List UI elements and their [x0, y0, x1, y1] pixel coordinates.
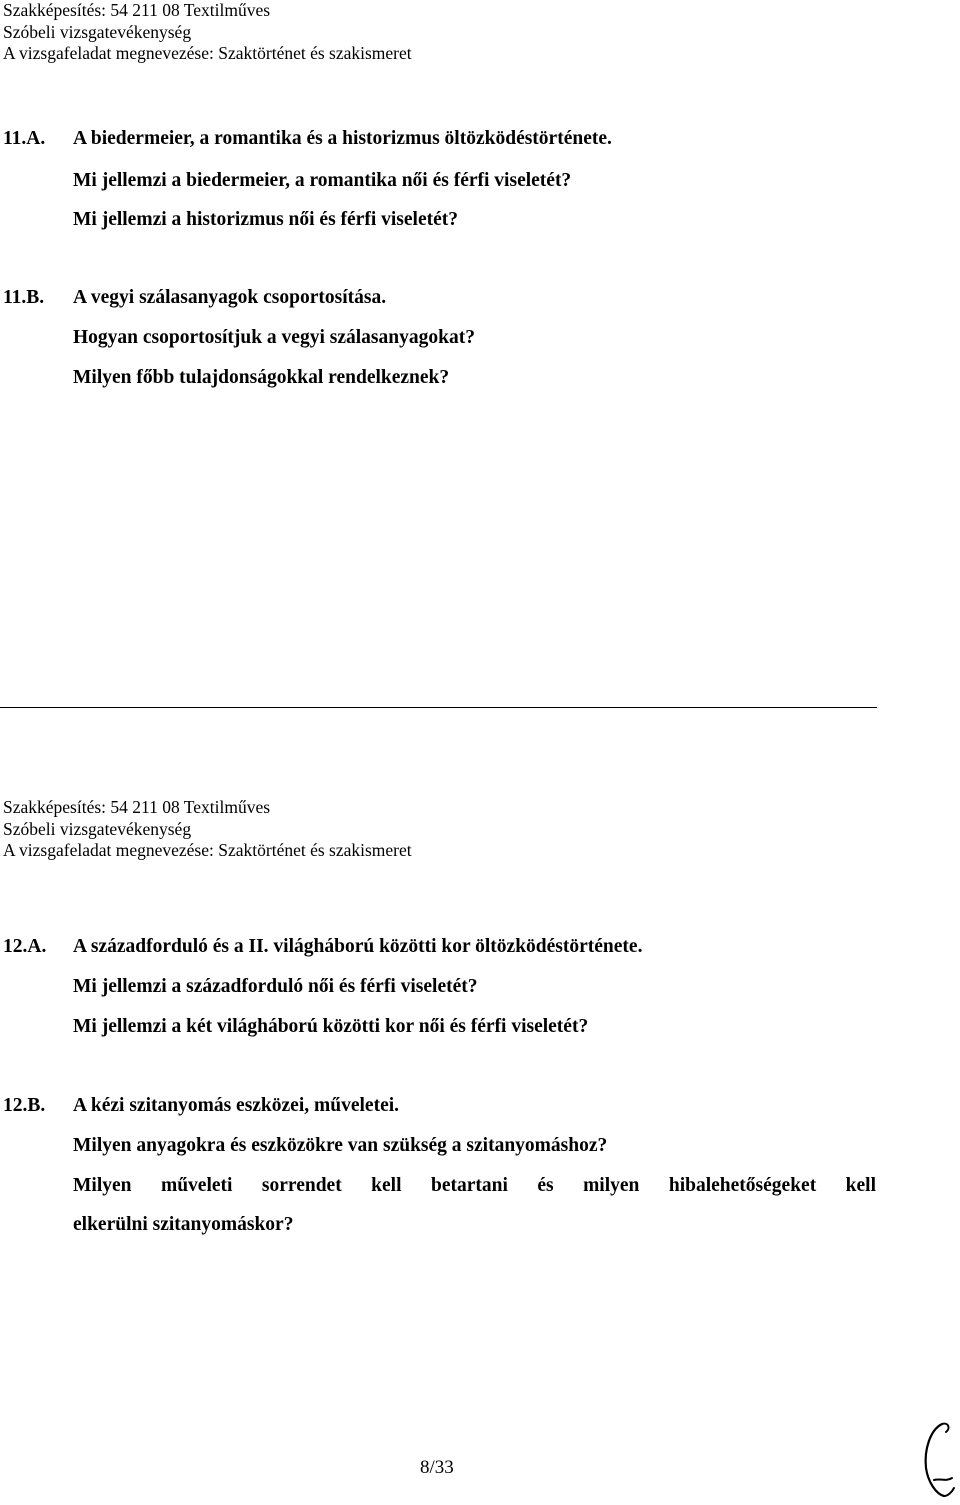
header-task-name: A vizsgafeladat megnevezése: Szaktörténet és szakismeret	[3, 840, 412, 860]
question: Milyen főbb tulajdonságokkal rendelkeznek?	[73, 367, 450, 388]
header-activity: Szóbeli vizsgatevékenység	[3, 818, 192, 839]
question: Hogyan csoportosítjuk a vegyi szálasanyagokat?	[73, 327, 475, 348]
item-number: 11.B.	[3, 287, 45, 308]
item-12b	[0, 1095, 960, 1119]
item-title: A biedermeier, a romantika és a historizmus öltözködéstörténete.	[73, 128, 612, 149]
page-divider	[0, 707, 877, 708]
item-title: A kézi szitanyomás eszközei, műveletei.	[73, 1095, 400, 1116]
item-12a	[0, 936, 960, 960]
question: Milyen műveleti sorrendet kell betartani és milyen hibalehetőségeket kell	[73, 1175, 876, 1196]
header-task-name: A vizsgafeladat megnevezése: Szaktörténet és szakismeret	[3, 43, 412, 63]
header-activity: Szóbeli vizsgatevékenység	[3, 21, 192, 42]
item-title: A századforduló és a II. világháború közötti kor öltözködéstörténete.	[73, 936, 643, 957]
question: Mi jellemzi a századforduló női és férfi viseletét?	[73, 976, 478, 997]
item-title: A vegyi szálasanyagok csoportosítása.	[73, 287, 387, 308]
question: elkerülni szitanyomáskor?	[73, 1214, 294, 1235]
question: Mi jellemzi a két világháború közötti kor női és férfi viseletét?	[73, 1016, 589, 1037]
page2-header	[3, 797, 412, 862]
item-number: 12.A.	[3, 936, 47, 957]
header-qualification: Szakképesítés: 54 211 08 Textilműves	[3, 797, 271, 817]
item-11b	[0, 287, 960, 311]
question: Milyen anyagokra és eszközökre van szükség a szitanyomáshoz?	[73, 1135, 608, 1156]
item-11a	[0, 128, 960, 152]
page1-header	[3, 0, 412, 65]
question: Mi jellemzi a historizmus női és férfi viseletét?	[73, 209, 459, 230]
item-number: 11.A.	[3, 128, 46, 149]
question: Mi jellemzi a biedermeier, a romantika női és férfi viseletét?	[73, 170, 572, 191]
page-number: 8/33	[420, 1457, 454, 1478]
item-number: 12.B.	[3, 1095, 46, 1116]
handwritten-signature-icon	[918, 1420, 956, 1505]
header-qualification: Szakképesítés: 54 211 08 Textilműves	[3, 0, 271, 20]
